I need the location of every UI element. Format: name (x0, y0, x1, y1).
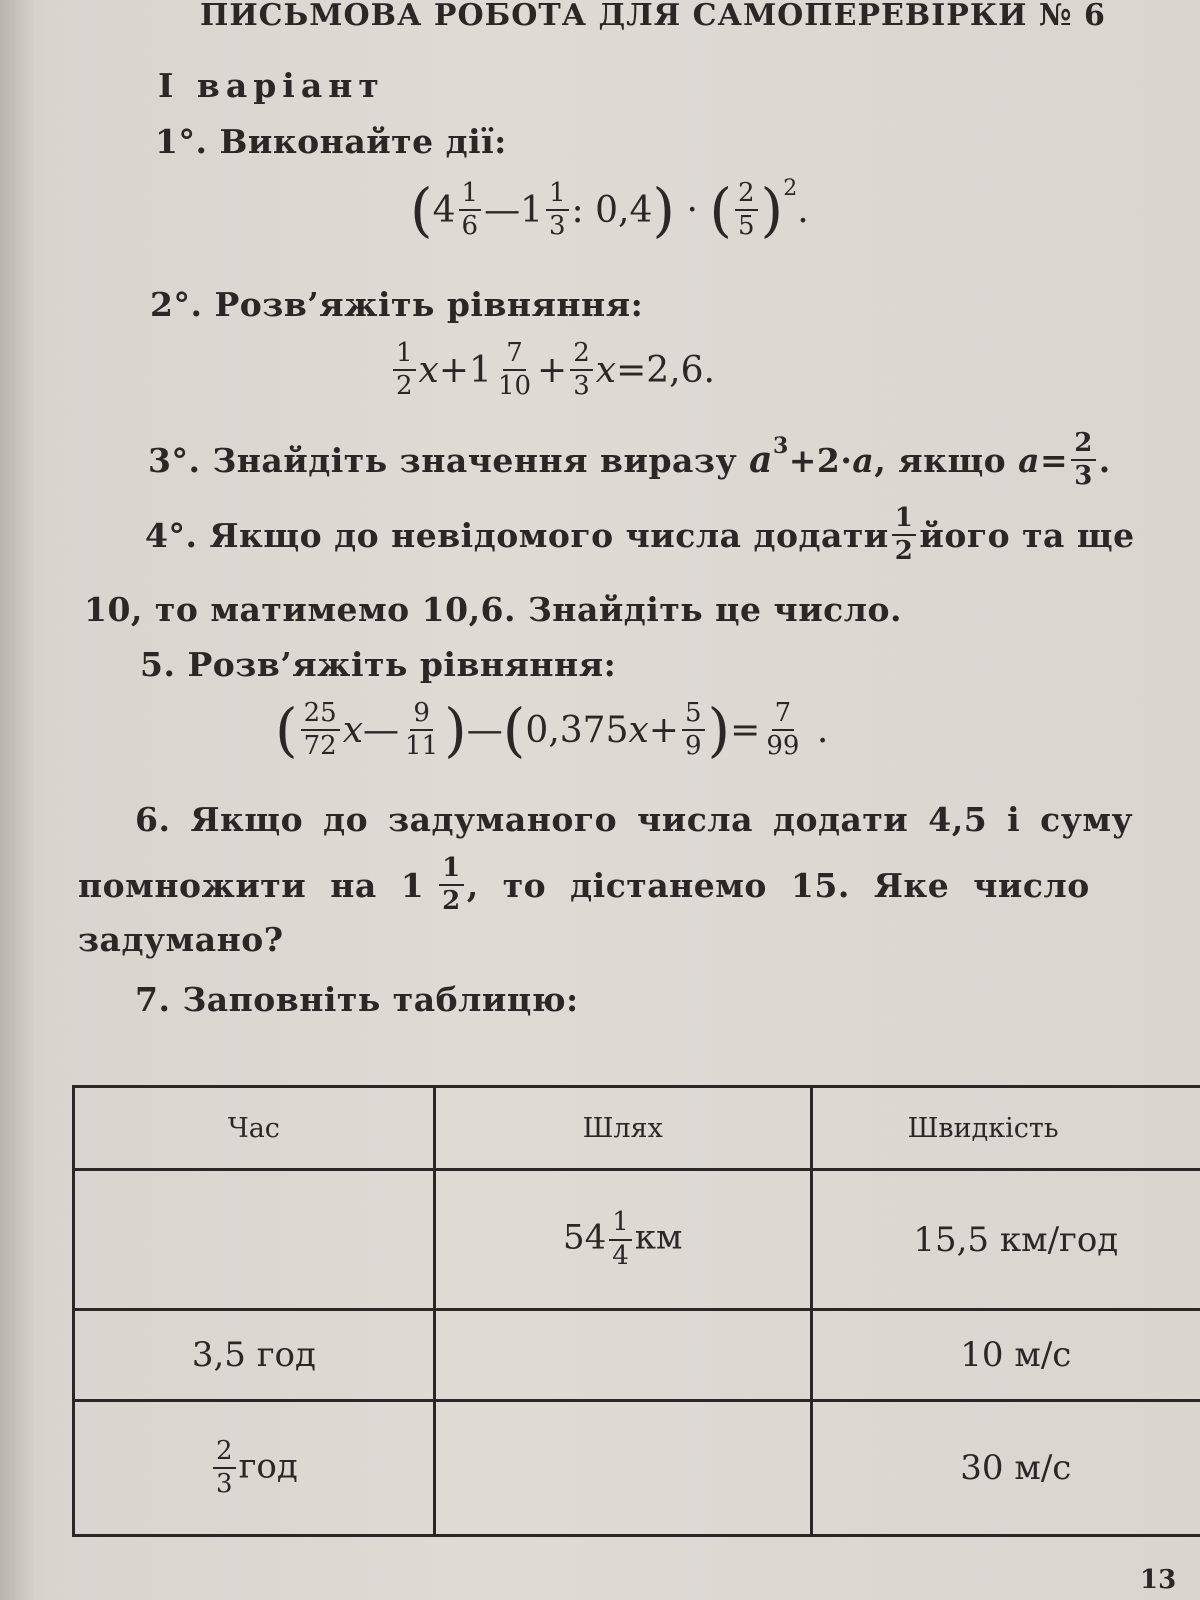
task-3-statement: 3°. Знайдіть значення виразу a 3 +2· a , якщо a = $\frac{2}{3}$ . (148, 428, 1111, 492)
page-number: 13 (1140, 1565, 1177, 1595)
path-unit: км (634, 1217, 683, 1258)
task-6-text-2b: , то дістанемо 15. Яке число (466, 865, 1090, 905)
task-4-tail: його та ще (919, 515, 1135, 555)
task-7-text: Заповніть таблицю: (182, 980, 579, 1019)
cell-time: 3,5 год (74, 1310, 435, 1401)
task-5-equation: ( $\frac{25}{72}$ x — $\frac{9}{11}$ ) — ( 0,375 x + $\frac{5}{9}$ ) = $\frac{7}{99}$ . (275, 696, 829, 765)
path-den: 4 (612, 1240, 629, 1271)
table-row (74, 1310, 1200, 1401)
task-6-label: 6. (135, 800, 171, 839)
task-7-label: 7. (135, 980, 171, 1019)
cell-speed: 30 м/с (811, 1401, 1200, 1536)
path-whole: 54 (562, 1217, 607, 1258)
table-row (74, 1401, 1200, 1536)
header-path: Шлях (434, 1087, 811, 1170)
task-4-line2: 10, то матимемо 10,6. Знайдіть це число. (84, 590, 903, 629)
task-4-label: 4°. (145, 515, 198, 555)
task-7-statement (135, 980, 579, 1019)
cell-path-empty[interactable] (434, 1310, 811, 1401)
task-1-statement (155, 122, 507, 161)
task-3-tail: , якщо (874, 440, 1007, 480)
cell-path (434, 1170, 811, 1310)
time-num: 2 (213, 1438, 236, 1469)
task-4-statement: 4°. Якщо до невідомого числа додати $\frac{1}{2}$ його та ще (145, 503, 1135, 567)
page-header: ПИСЬМОВА РОБОТА ДЛЯ САМОПЕРЕВІРКИ № 6 (200, 0, 1106, 33)
time-den: 3 (216, 1469, 233, 1499)
task-6-line3: задумано? (78, 920, 284, 959)
task-2-label: 2°. (150, 285, 203, 324)
task-6-text-1: Якщо до задуманого числа додати 4,5 і суму (190, 800, 1134, 839)
task-4-text: Якщо до невідомого числа додати (209, 515, 889, 555)
task-2-statement (150, 285, 643, 324)
task-3-text: Знайдіть значення виразу (212, 440, 738, 480)
task-5-text: Розв’яжіть рівняння: (187, 645, 617, 684)
cell-speed: 15,5 км/год (811, 1170, 1200, 1310)
task-6-line1 (135, 800, 1133, 839)
table-header-row (74, 1087, 1200, 1170)
path-num: 1 (609, 1209, 632, 1240)
task-5-statement (140, 645, 616, 684)
cell-path-empty[interactable] (434, 1401, 811, 1536)
task-3-label: 3°. (148, 440, 201, 480)
task-2-equation: $\frac{1}{2}$ x +1 $\frac{7}{10}$ + $\frac{2}{3}$ x =2,6. (390, 340, 715, 401)
page-gutter-shadow (0, 0, 36, 1600)
task-1-expression: ( 4 $\frac{1}{6}$ —1 $\frac{1}{3}$ : 0,4 ) · ( $\frac{2}{5}$ ) 2 . (410, 175, 809, 245)
task-1-text: Виконайте дії: (219, 122, 507, 161)
cell-time (74, 1401, 435, 1536)
task-6-line2: помножити на 1 $\frac{1}{2}$ , то дістанемо 15. Яке число (78, 853, 1090, 917)
task-5-label: 5. (140, 645, 176, 684)
table-row (74, 1170, 1200, 1310)
time-unit: год (238, 1446, 298, 1486)
header-time: Час (74, 1087, 435, 1170)
task-2-text: Розв’яжіть рівняння: (214, 285, 644, 324)
task-6-text-2a: помножити на 1 (78, 865, 425, 905)
header-speed: Швидкість (811, 1087, 1200, 1170)
variant-title: I варіант (158, 66, 385, 105)
cell-time-empty[interactable] (74, 1170, 435, 1310)
cell-speed: 10 м/с (811, 1310, 1200, 1401)
motion-table (72, 1085, 1200, 1537)
task-1-label: 1°. (155, 122, 208, 161)
